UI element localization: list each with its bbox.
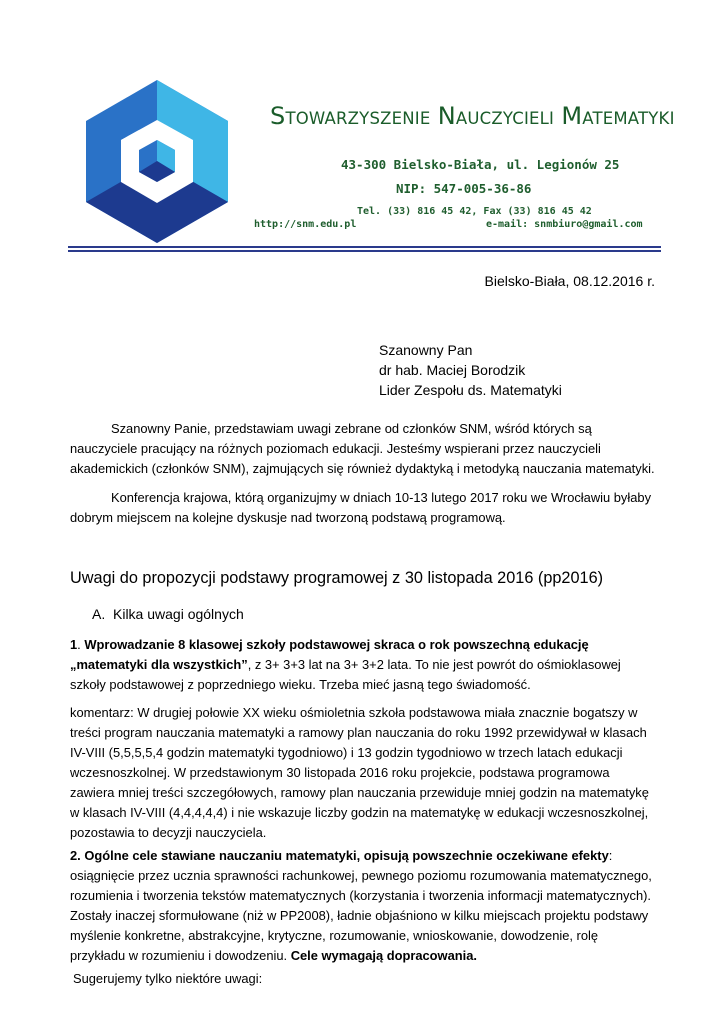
org-phone-fax: Tel. (33) 816 45 42, Fax (33) 816 45 42	[357, 206, 592, 217]
org-email-link[interactable]: e-mail: snmbiuro@gmail.com	[486, 219, 643, 230]
subsection-title: Kilka uwagi ogólnych	[113, 606, 244, 622]
conference-paragraph: Konferencja krajowa, którą organizujmy w dniach 10-13 lutego 2017 roku we Wrocławiu byłaby dobrym miejscem na kolejne dyskusje nad tworzoną podstawą programową.	[70, 490, 652, 525]
addressee-line: dr hab. Maciej Borodzik	[379, 362, 526, 378]
snm-logo	[84, 78, 230, 244]
organization-name: STOWARZYSZENIE NAUCZYCIELI MATEMATYKI	[270, 102, 675, 130]
addressee-line: Lider Zespołu ds. Matematyki	[379, 382, 562, 398]
header-rule-top	[68, 246, 661, 248]
org-nip: NIP: 547-005-36-86	[396, 181, 532, 196]
org-website-link[interactable]: http://snm.edu.pl	[254, 219, 357, 230]
point-1-paragraph: 1. Wprowadzanie 8 klasowej szkoły podstawowej skraca o rok powszechną edukację „matematyki dla wszystkich”, z 3+ 3+3 lat na 3+ 3+2 lata. To nie jest powrót do ośmioklasowej szkoły podstawowej z poprzedniego wieku. Trzeba mieć jasną tego świadomość.	[70, 637, 621, 692]
subsection-item	[92, 606, 244, 622]
subsection-marker: A.	[92, 606, 106, 622]
section-title: Uwagi do propozycji podstawy programowej z 30 listopada 2016 (pp2016)	[70, 569, 604, 587]
point-2-paragraph: 2. Ogólne cele stawiane nauczaniu matematyki, opisują powszechnie oczekiwane efekty: osiągnięcie przez ucznia sprawności rachunkowej, pewnego poziomu rozumowania matematycznego, rozumienia i tworzenia tekstów matematycznych (korzystania i tworzenia informacji matematycznych). Zostały inaczej sformułowane (niż w PP2008), ładnie objaśniono w kilku miejscach projektu podstawy myślenie konkretne, abstrakcyjne, krytyczne, rozumowanie, wnioskowanie, dowodzenie, rolę przykładu w rozumieniu i dowodzeniu. Cele wymagają dopracowania.	[70, 848, 652, 963]
header-rule-bottom	[68, 250, 661, 252]
addressee-line: Szanowny Pan	[379, 342, 473, 358]
intro-paragraph: Szanowny Panie, przedstawiam uwagi zebrane od członków SNM, wśród których są nauczyciele pracujący na różnych poziomach edukacji. Jesteśmy wspierani przez nauczycieli akademickich (członków SNM), zajmujących się również dydaktyką i metodyką nauczania matematyki.	[70, 421, 655, 476]
addressee-block	[379, 340, 562, 400]
letter-date: Bielsko-Biała, 08.12.2016 r.	[484, 273, 655, 289]
comment-paragraph: komentarz: W drugiej połowie XX wieku ośmioletnia szkoła podstawowa miała znacznie bogatszy w treści program nauczania matematyki a ramowy plan nauczania do roku 1992 przewidywał w klasach IV-VIII (5,5,5,5,4 godzin matematyki tygodniowo) i 13 godzin tygodniowo w trzech latach edukacji wczesnoszkolnej. W przedstawionym 30 listopada 2016 roku projekcie, podstawa programowa zawiera mniej treści szczegółowych, ramowy plan nauczania przewiduje mniej godzin na matematykę w klasach IV-VIII (4,4,4,4,4) i nie wskazuje liczby godzin na matematykę w edukacji wczesnoszkolnej, pozostawia to decyzji nauczyciela.	[70, 705, 649, 840]
suggestions-intro: Sugerujemy tylko niektóre uwagi:	[73, 971, 263, 986]
org-address: 43-300 Bielsko-Biała, ul. Legionów 25	[341, 157, 620, 172]
